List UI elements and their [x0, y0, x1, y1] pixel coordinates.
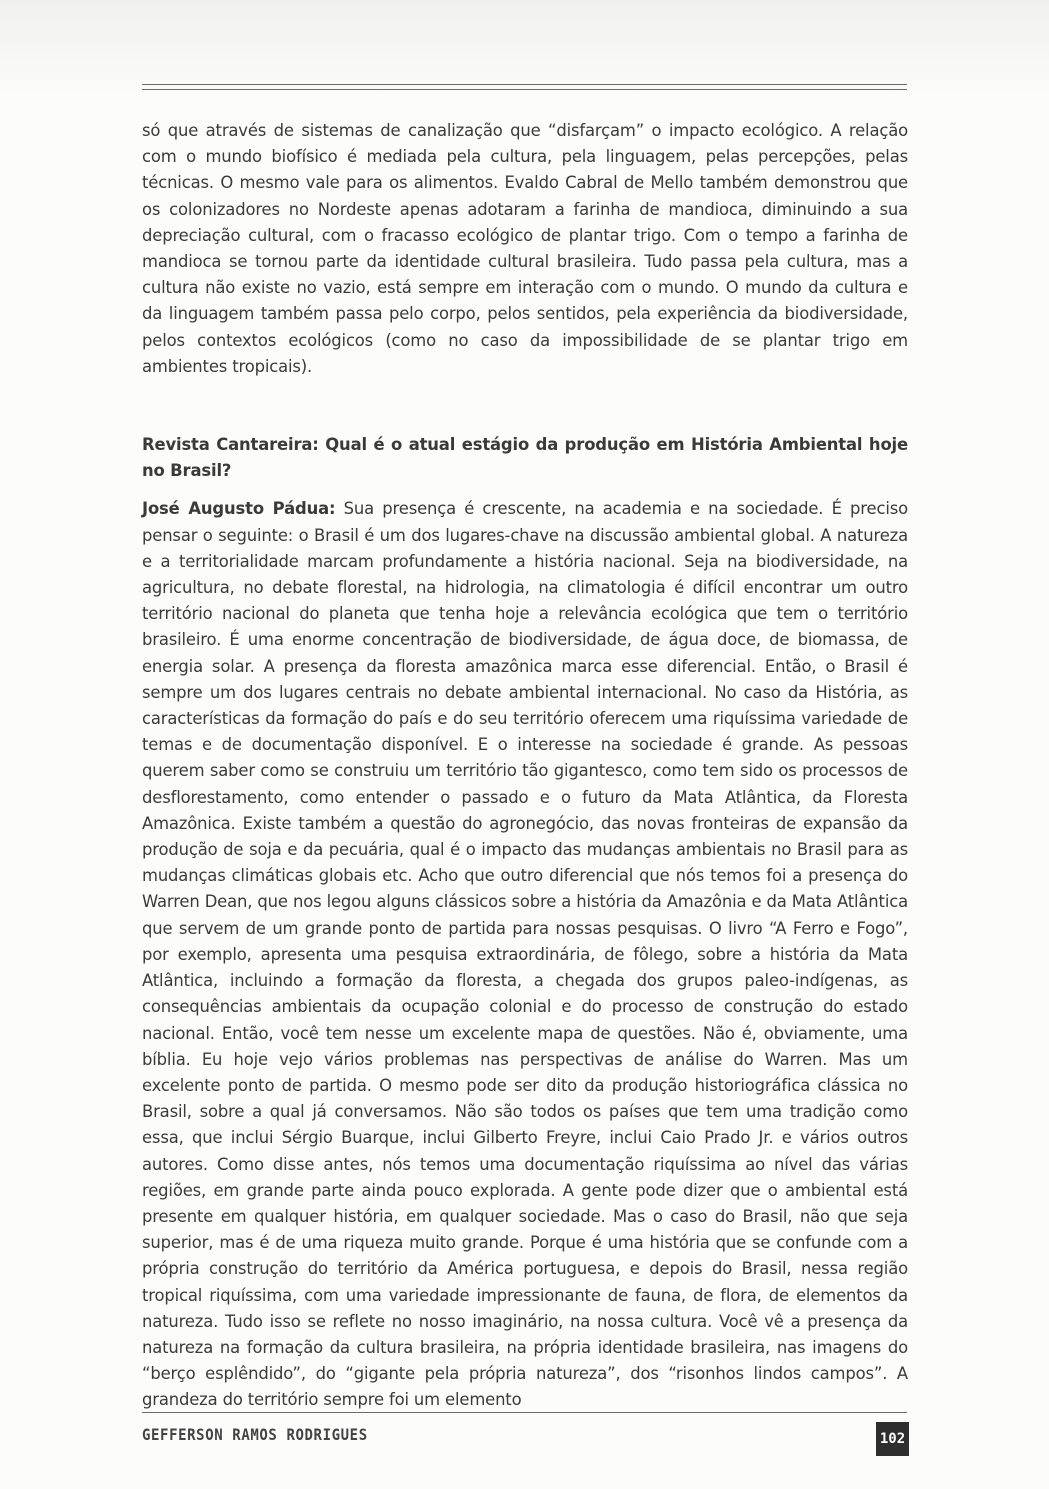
answer-speaker: José Augusto Pádua:: [142, 499, 336, 519]
interview-question: Revista Cantareira: Qual é o atual estágio da produção em História Ambiental hoje no Brasil?: [142, 435, 908, 481]
page-content: [142, 118, 908, 1414]
footer-author: GEFFERSON RAMOS RODRIGUES: [142, 1426, 368, 1445]
header-rule: [142, 84, 907, 90]
footer-rule: [142, 1412, 907, 1413]
interview-answer: [142, 496, 908, 1413]
page-number: 102: [876, 1422, 909, 1456]
answer-text: Sua presença é crescente, na academia e na sociedade. É preciso pensar o seguinte: o Brasil é um dos lugares-chave na discussão ambiental global. A natureza e a territorialidade marcam profundamente a história nacional. Seja na biodiversidade, na agricultura, no debate florestal, na hidrologia, na climatologia é difícil encontrar um outro território nacional do planeta que tenha hoje a relevância ecológica que tem o território brasileiro. É uma enorme concentração de biodiversidade, de água doce, de biomassa, de energia solar. A presença da floresta amazônica marca esse diferencial. Então, o Brasil é sempre um dos lugares centrais no debate ambiental internacional. No caso da História, as características da formação do país e do seu território oferecem uma riquíssima variedade de temas e de documentação disponível. E o interesse na sociedade é grande. As pessoas querem saber como se construiu um território tão gigantesco, como tem sido os processos de desflorestamento, como entender o passado e o futuro da Mata Atlântica, da Floresta Amazônica. Existe também a questão do agronegócio, das novas fronteiras de expansão da produção de soja e da pecuária, qual é o impacto das mudanças ambientais no Brasil para as mudanças climáticas globais etc. Acho que outro diferencial que nós temos foi a presença do Warren Dean, que nos legou alguns clássicos sobre a história da Amazônia e da Mata Atlântica que servem de um grande ponto de partida para nossas pesquisas. O livro “A Ferro e Fogo”, por exemplo, apresenta uma pesquisa extraordinária, de fôlego, sobre a história da Mata Atlântica, incluindo a formação da floresta, a chegada dos grupos paleo-indígenas, as consequências ambientais da ocupação colonial e do processo de construção do estado nacional. Então, você tem nesse um excelente mapa de questões. Não é, obviamente, uma bíblia. Eu hoje vejo vários problemas nas perspectivas de análise do Warren. Mas um excelente ponto de partida. O mesmo pode ser dito da produção historiográfica clássica no Brasil, sobre a qual já conversamos. Não são todos os países que tem uma tradição como essa, que inclui Sérgio Buarque, inclui Gilberto Freyre, inclui Caio Prado Jr. e vários outros autores. Como disse antes, nós temos uma documentação riquíssima ao nível das várias regiões, em grande parte ainda pouco explorada. A gente pode dizer que o ambiental está presente em qualquer história, em qualquer sociedade. Mas o caso do Brasil, não que seja superior, mas é de uma riqueza muito grande. Porque é uma história que se confunde com a própria construção do território da América portuguesa, e depois do Brasil, nessa região tropical riquíssima, com uma variedade impressionante de fauna, de flora, de elementos da natureza. Tudo isso se reflete no nosso imaginário, na nossa cultura. Você vê a presença da natureza na formação da cultura brasileira, na própria identidade brasileira, nas imagens do “berço esplêndido”, do “gigante pela própria natureza”, dos “risonhos lindos campos”. A grandeza do território sempre foi um elemento: [142, 499, 908, 1410]
body-paragraph: só que através de sistemas de canalização que “disfarçam” o impacto ecológico. A relação com o mundo biofísico é mediada pela cultura, pela linguagem, pelas percepções, pelas técnicas. O mesmo vale para os alimentos. Evaldo Cabral de Mello também demonstrou que os colonizadores no Nordeste apenas adotaram a farinha de mandioca, diminuindo a sua depreciação cultural, com o fracasso ecológico de plantar trigo. Com o tempo a farinha de mandioca se tornou parte da identidade cultural brasileira. Tudo passa pela cultura, mas a cultura não existe no vazio, está sempre em interação com o mundo. O mundo da cultura e da linguagem também passa pelo corpo, pelos sentidos, pela experiência da biodiversidade, pelos contextos ecológicos (como no caso da impossibilidade de se plantar trigo em ambientes tropicais).: [142, 121, 908, 376]
